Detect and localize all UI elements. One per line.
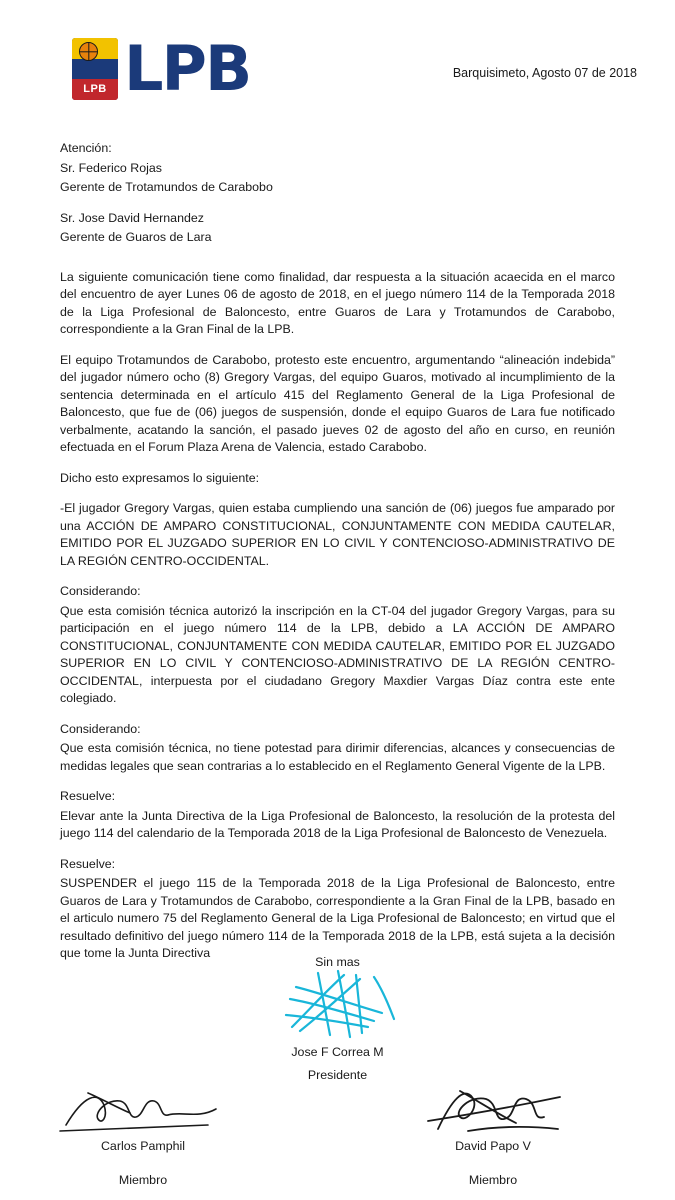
letterhead [0, 32, 675, 118]
president-name: Jose F Correa M [291, 1045, 384, 1059]
considerando-2-text: Que esta comisión técnica, no tiene potestad para dirimir diferencias, alcances y consecuencias de medidas legales que sean contrarias a lo establecido en el Reglamento General Vigente de la LPB. [60, 741, 615, 773]
right-signer-role: Miembro [468, 1173, 518, 1187]
resuelve-2-text: SUSPENDER el juego 115 de la Temporada 2018 de la Liga Profesional de Baloncesto, entre Guaros de Lara y Trotamundos de Carabobo, correspondiente a la Gran Final de la LPB, basado en el articulo numero 75 del Reglamento General de la Liga Profesional de Baloncesto; en virtud que el resultado definitivo del juego número 114 de la Temporada 2018 de la LPB, está sujeta a la decisión que tome la Junta Directiva [60, 876, 615, 960]
left-signer-role: Miembro [118, 1173, 168, 1187]
considerando-2-label: Considerando: [60, 721, 141, 736]
president-signature-icon [282, 969, 402, 1041]
signature-left [28, 1085, 258, 1187]
signature-right [378, 1085, 608, 1187]
paragraph-2: El equipo Trotamundos de Carabobo, protesto este encuentro, argumentando “alineación indebida” del jugador número ocho (8) Gregory Vargas, del equipo Guaros, motivado al incumplimiento de la sentencia determinada en el artículo 415 del Reglamento General de la Liga Profesional de Baloncesto, que fue de (06) juegos de suspensión, donde el equipo Guaros de Lara fue notificado verbalmente, acatando la sanción, el pasado jueves 02 de agosto del año en curso, en reunión efectuada en el Forum Plaza Arena de Valencia, estado Carabobo. [60, 352, 615, 454]
attention-label: Atención: [60, 141, 112, 155]
right-signature-icon [408, 1085, 578, 1137]
basketball-icon [79, 42, 98, 61]
right-signer-name: David Papo V [455, 1139, 531, 1153]
considerando-1-text: Que esta comisión técnica autorizó la inscripción en la CT-04 del jugador Gregory Vargas, para su participación en el juego número 114 de la LPB, debido a LA ACCIÓN DE AMPARO CONSTITUCIONAL, CONJUNTAMENTE CON MEDIDA CAUTELAR, EMITIDO POR EL JUZGADO SUPERIOR EN LO CIVIL Y CONTENCIOSO-ADMINISTRATIVO DE LA REGIÓN CENTRO-OCCIDENTAL, interpuesta por el ciudadano Gregory Maxdier Vargas Díaz contra este ente colegiado. [60, 603, 615, 705]
document-body [60, 140, 615, 976]
document-date: Barquisimeto, Agosto 07 de 2018 [452, 66, 637, 80]
paragraph-1: La siguiente comunicación tiene como finalidad, dar respuesta a la situación acaecida en el marco del encuentro de ayer Lunes 06 de agosto de 2018, en el juego número 114 de la Temporada 2018 de la Liga Profesional de Baloncesto, entre Guaros de Lara y Trotamundos de Carabobo, correspondiente a la Gran Final de la LPB. [60, 269, 615, 336]
resuelve-1-text: Elevar ante la Junta Directiva de la Liga Profesional de Baloncesto, la resolución de la protesta del juego 114 del calendario de la Temporada 2018 de la Liga Profesional de Baloncesto de Venezuela. [60, 808, 615, 840]
president-role: Presidente [307, 1068, 368, 1082]
paragraph-4: -El jugador Gregory Vargas, quien estaba cumpliendo una sanción de (06) juegos fue amparado por una ACCIÓN DE AMPARO CONSTITUCIONAL, CONJUNTAMENTE CON MEDIDA CAUTELAR, EMITIDO POR EL JUZGADO SUPERIOR EN LO CIVIL Y CONTENCIOSO-ADMINISTRATIVO DE LA REGIÓN CENTRO-OCCIDENTAL. [60, 501, 615, 568]
recipient-1-name: Sr. Federico Rojas [60, 160, 162, 175]
recipient-2-title: Gerente de Guaros de Lara [60, 230, 212, 244]
left-signer-name: Carlos Pamphil [100, 1139, 185, 1153]
signature-area [0, 955, 675, 1200]
closing-text: Sin mas [315, 955, 360, 969]
resuelve-2-label: Resuelve: [60, 856, 116, 871]
left-signature-icon [58, 1085, 228, 1137]
logo-wordmark: LPB [124, 32, 251, 105]
lpb-logo [72, 32, 251, 105]
logo-mark-text: LPB [83, 83, 107, 95]
lpb-logo-mark-icon [72, 38, 118, 100]
resuelve-1-label: Resuelve: [60, 789, 116, 803]
recipient-1-title: Gerente de Trotamundos de Carabobo [60, 180, 273, 194]
logo-band-blue [72, 59, 118, 79]
paragraph-3: Dicho esto expresamos lo siguiente: [60, 470, 260, 485]
considerando-1-label: Considerando: [60, 584, 141, 598]
recipient-2-name: Sr. Jose David Hernandez [60, 210, 204, 225]
